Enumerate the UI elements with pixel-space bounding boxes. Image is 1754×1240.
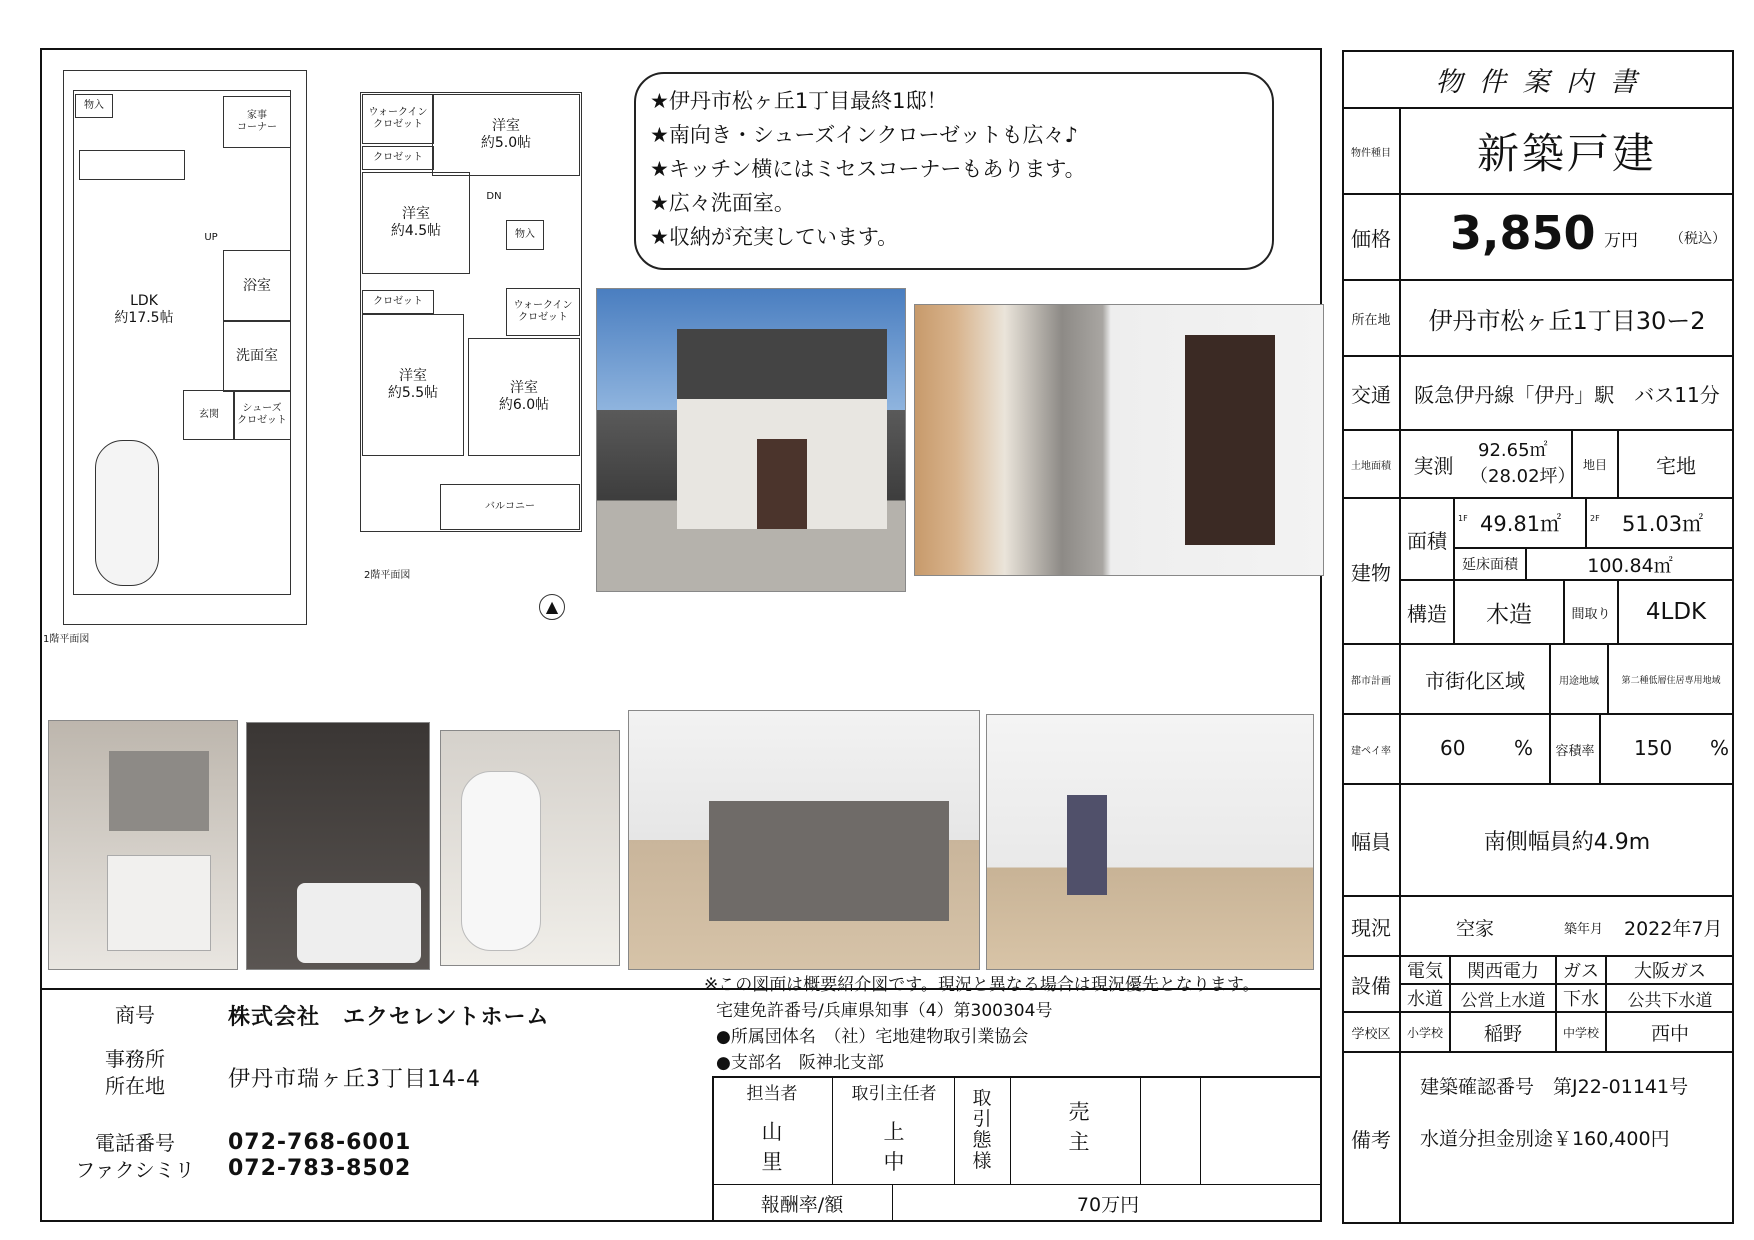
highlight-4: ★広々洗面室。 — [650, 191, 795, 215]
status-value: 空家 — [1456, 918, 1495, 940]
fp2-storage: 物入 — [506, 220, 544, 250]
city-label: 都市計画 — [1342, 644, 1400, 714]
address-value: 伊丹市松ヶ丘1丁目30ー2 — [1400, 280, 1734, 356]
building-label: 建物 — [1342, 498, 1400, 644]
phone-label: 電話番号 ファクシミリ — [75, 1131, 195, 1182]
elec-label: 電気 — [1400, 956, 1450, 984]
water-label: 水道 — [1400, 984, 1450, 1012]
photo-exterior — [596, 288, 906, 592]
tanto-label: 担当者 — [746, 1083, 798, 1104]
compass-icon: ▲ — [539, 594, 565, 620]
license-text: 宅建免許番号/兵庫県知事（4）第300304号 — [716, 1001, 1053, 1021]
transit-label: 交通 — [1342, 356, 1400, 430]
total-label: 延床面積 — [1454, 548, 1526, 580]
jhs-value: 西中 — [1606, 1012, 1734, 1052]
fee-label: 報酬率/額 — [760, 1193, 844, 1216]
elem-label: 小学校 — [1400, 1012, 1450, 1052]
photo-hallway — [914, 304, 1324, 576]
fp1-up: UP — [204, 232, 218, 243]
elem-value: 稲野 — [1450, 1012, 1556, 1052]
f1-label: 1F — [1458, 514, 1468, 523]
sewer-value: 公共下水道 — [1606, 984, 1734, 1012]
fp2-closet-2: クロゼット — [362, 290, 434, 314]
price-value: 3,850 — [1450, 206, 1596, 260]
structure-label: 構造 — [1400, 580, 1454, 644]
fp2-dn: DN — [486, 191, 502, 202]
land-value: 92.65㎡ — [1478, 440, 1548, 461]
status-label: 現況 — [1342, 896, 1400, 956]
type-value: 新築戸建 — [1400, 108, 1734, 194]
torihiki-label: 取引主任者 — [851, 1083, 937, 1104]
fp2-room-60: 洋室 約6.0帖 — [468, 338, 580, 456]
fp1-housework: 家事 コーナー — [223, 96, 291, 148]
utilities-label: 設備 — [1342, 956, 1400, 1012]
floor-plan-1f — [43, 70, 307, 645]
fp2-room-45: 洋室 約4.5帖 — [362, 172, 470, 274]
address-label: 所在地 — [1342, 280, 1400, 356]
fp1-washroom: 洗面室 — [223, 320, 291, 392]
highlights-box — [634, 72, 1274, 270]
branch-text: ●支部名 阪神北支部 — [716, 1053, 884, 1073]
area-label: 面積 — [1400, 498, 1454, 580]
photo-bathroom — [246, 722, 430, 970]
price-unit: 万円 — [1604, 231, 1638, 251]
highlight-3: ★キッチン横にはミセスコーナーもあります。 — [650, 157, 1086, 181]
far-value: 150 — [1634, 736, 1673, 760]
office-label: 事務所 所在地 — [105, 1047, 165, 1098]
fp2-room-55: 洋室 約5.5帖 — [362, 314, 464, 456]
f2-value: 51.03㎡ — [1622, 512, 1704, 536]
tanto-value: 山 里 — [761, 1120, 783, 1174]
form-label: 取 引 態 様 — [972, 1087, 992, 1172]
far-label: 容積率 — [1550, 714, 1600, 784]
highlight-1: ★伊丹市松ヶ丘1丁目最終1邸！ — [650, 89, 948, 113]
coverage-pct: % — [1514, 736, 1534, 760]
jhs-label: 中学校 — [1556, 1012, 1606, 1052]
f1-value: 49.81㎡ — [1480, 512, 1562, 536]
transit-value: 阪急伊丹線「伊丹」駅 バス11分 — [1400, 356, 1734, 430]
fp1-shoes: シューズ クロゼット — [233, 390, 291, 440]
elec-value: 関西電力 — [1450, 956, 1556, 984]
zoning-value: 第二種低層住居専用地域 — [1608, 644, 1734, 714]
school-label: 学校区 — [1342, 1012, 1400, 1052]
floor-plan-2f — [360, 92, 582, 581]
total-value: 100.84㎡ — [1526, 548, 1734, 580]
fp2-walkin-2: ウォークイン クロゼット — [506, 288, 580, 336]
photo-toilet — [440, 730, 620, 966]
fp2-caption: 2階平面図 — [364, 570, 411, 581]
highlight-5: ★収納が充実しています。 — [650, 225, 899, 249]
city-value: 市街化区域 — [1400, 644, 1550, 714]
gas-label: ガス — [1556, 956, 1606, 984]
water-value: 公営上水道 — [1450, 984, 1556, 1012]
chimoku-label: 地目 — [1572, 430, 1618, 498]
fp2-balcony: バルコニー — [440, 484, 580, 530]
fp1-entrance: 玄関 — [183, 390, 235, 440]
highlight-2: ★南向き・シューズインクローゼットも広々♪ — [650, 123, 1079, 147]
type-label: 物件種目 — [1342, 108, 1400, 194]
fp1-ldk: LDK 約17.5帖 — [114, 293, 174, 326]
price-label: 価格 — [1342, 194, 1400, 280]
road-label: 幅員 — [1342, 784, 1400, 896]
fp2-room-50: 洋室 約5.0帖 — [432, 94, 580, 176]
layout-value: 4LDK — [1618, 580, 1734, 644]
zoning-label: 用途地域 — [1550, 644, 1608, 714]
built-label: 築年月 — [1564, 922, 1604, 937]
torihiki-value: 上 中 — [883, 1120, 905, 1174]
company-name-label: 商号 — [115, 1003, 155, 1027]
coverage-label: 建ペイ率 — [1342, 714, 1400, 784]
land-label: 土地面積 — [1342, 430, 1400, 498]
fp1-kitchen-counter — [79, 150, 185, 180]
form-value: 売 主 — [1068, 1100, 1090, 1154]
fp1-bath: 浴室 — [223, 250, 291, 322]
remark-1: 建築確認番号 第J22-01141号 — [1420, 1076, 1689, 1098]
structure-value: 木造 — [1454, 580, 1564, 644]
f2-label: 2F — [1590, 514, 1600, 523]
road-value: 南側幅員約4.9m — [1400, 784, 1734, 896]
chimoku-value: 宅地 — [1618, 430, 1734, 498]
fp1-caption: 1階平面図 — [43, 634, 90, 645]
photo-living — [986, 714, 1314, 970]
phone-number: 072-768-6001 — [228, 1130, 412, 1155]
far-pct: % — [1710, 736, 1730, 760]
land-measure: 実測 — [1400, 430, 1466, 498]
photo-kitchen — [628, 710, 980, 970]
remarks-label: 備考 — [1342, 1052, 1400, 1224]
built-value: 2022年7月 — [1624, 918, 1723, 940]
layout-label: 間取り — [1564, 580, 1618, 644]
company-name: 株式会社 エクセレントホーム — [228, 1005, 550, 1030]
fp1-storage: 物入 — [75, 94, 113, 118]
fee-value: 70万円 — [1076, 1193, 1140, 1216]
fax-number: 072-783-8502 — [228, 1156, 412, 1181]
fp2-closet-1: クロゼット — [362, 146, 434, 170]
office-address: 伊丹市瑞ヶ丘3丁目14-4 — [228, 1067, 481, 1092]
remark-2: 水道分担金別途￥160,400円 — [1420, 1128, 1670, 1150]
sewer-label: 下水 — [1556, 984, 1606, 1012]
price-tax: （税込） — [1670, 231, 1726, 247]
info-title: 物 件 案 内 書 — [1342, 50, 1734, 108]
coverage-value: 60 — [1440, 736, 1466, 760]
gas-value: 大阪ガス — [1606, 956, 1734, 984]
photo-washroom — [48, 720, 238, 970]
fp1-car-icon — [95, 440, 159, 586]
notice-text: ※この図面は概要紹介図です。現況と異なる場合は現況優先となります。 — [704, 975, 1260, 995]
land-tsubo: （28.02坪） — [1470, 466, 1576, 487]
fp2-walkin-1: ウォークイン クロゼット — [362, 94, 434, 144]
association-text: ●所属団体名 （社）宅地建物取引業協会 — [716, 1027, 1029, 1047]
